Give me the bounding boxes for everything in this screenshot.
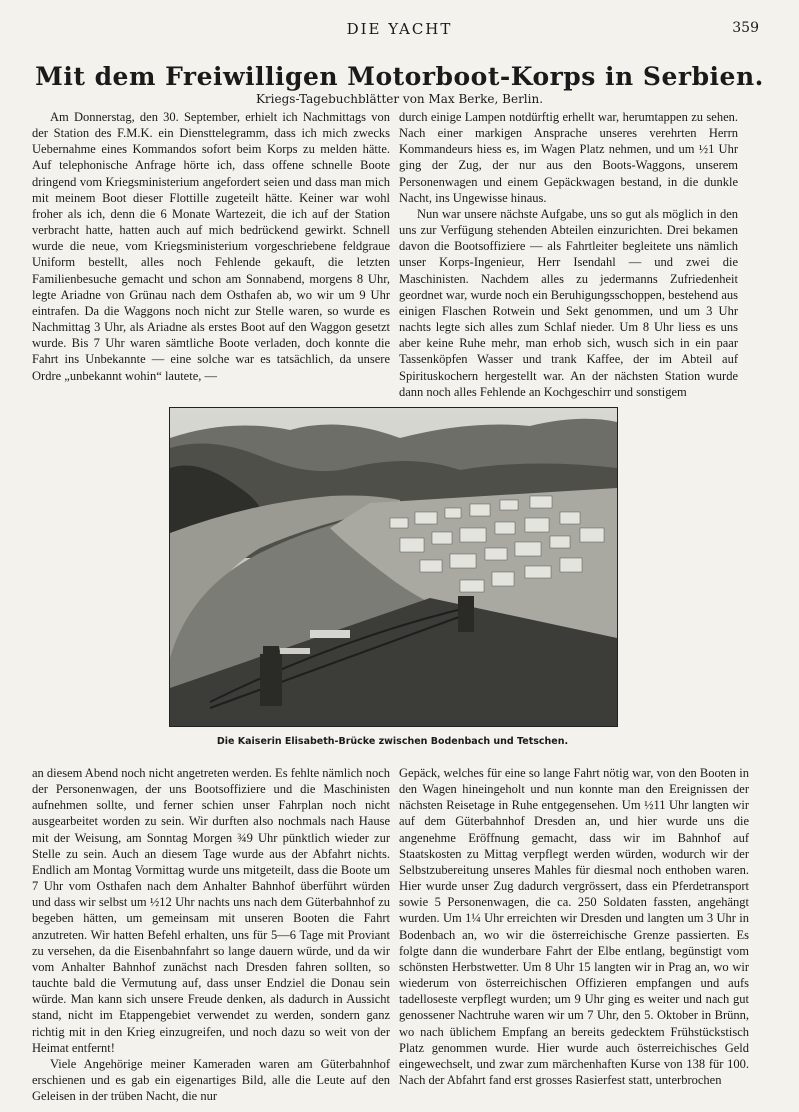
paragraph: Am Donnerstag, den 30. September, erhielt ich Nachmittags von der Station des F.M.K. ein Diensttelegramm, dass ich mich zwecks Uebernahme eines Kommandos sofort beim Korps zu melden hätte. Auf telephonische Anfrage hörte ich, dass offene schnelle Boote dringend vom Kriegsministerium angefordert seien und dass man mich mit meinem Boot dieser Flottille zugeteilt hätte. Keiner war wohl froher als ich, denn die 6 Monate Wartezeit, die ich auf der Station verbracht hatte, hatten auch auf mich bedrückend gewirkt. Schnell wurde die neue, vom Kriegsministerium vorgeschriebene feldgraue Uniform bestellt, alles noch Fehlende gekauft, die letzten Familienbesuche gemacht und schon am Sonnabend, morgens 8 Uhr, legte Ariadne von Grünau nach dem Osthafen ab, wo wir um 9 Uhr eintrafen. Da die Waggons noch nicht zur Stelle waren, so wurde es Nachmittag 3 Uhr, als Ariadne als erstes Boot auf den Waggon gesetzt wurde. Bis 7 Uhr waren sämtliche Boote verladen, doch konnte die Fahrt ins Unbekannte — eine solche war es tatsächlich, da unsere Ordre „unbekannt wohin“ lautete, —: [32, 110, 390, 383]
paragraph: Nun war unsere nächste Aufgabe, uns so gut als möglich in den uns zur Verfügung stehenden Abteilen einzurichten. Drei bekamen davon die Bootsoffiziere — als Fahrtleiter begleitete uns nämlich unser Korps-Ingenieur, Herr Isendahl — und zwei die Maschinisten. Nachdem alles zu jedermanns Zufriedenheit geordnet war, wurde noch ein Beruhigungsschoppen, bestehend aus einigen Flaschen Rotwein und Sekt genommen, und um 3 Uhr nachts legte sich alles zum Schlaf nieder. Um 8 Uhr liess es uns aber keine Ruhe mehr, man erhob sich, wusch sich in ein paar Tassenköpfen Wasser und trank Kaffee, der im Abteil auf Spirituskochern hergestellt war. An der nächsten Station wurde dann noch alles Fehlende an Kochgeschirr und sonstigem: [399, 206, 738, 399]
journal-title: DIE YACHT: [346, 20, 453, 38]
page-number: 359: [732, 20, 759, 36]
running-header: [0, 20, 799, 42]
article-byline: Kriegs-Tagebuchblätter von Max Berke, Berlin.: [255, 92, 544, 106]
text-column-4: [399, 765, 749, 1100]
paragraph: durch einige Lampen notdürftig erhellt war, herumtappen zu sehen. Nach einer markigen Ansprache unseres verehrten Herrn Kommandeurs hiess es, im Wagen Platz nehmen, und um ½1 Uhr ging der Zug, der nur aus den Boots-Waggons, unserem Personenwagen und einem Gepäckwagen bestand, in die dunkle Nacht, ins Ungewisse hinaus.: [399, 110, 738, 205]
text-column-3: [32, 765, 390, 1104]
photo-image: [170, 408, 617, 726]
paragraph: an diesem Abend noch nicht angetreten werden. Es fehlte nämlich noch der Personenwagen, der uns Bootsoffiziere und die Maschinisten aufnehmen sollte, und ferner schien unser Fahrplan noch nicht ausgearbeitet worden zu sein. Wir durften also nochmals nach Hause mit der Weisung, am Sonntag Morgen ¾9 Uhr pünktlich wieder zur Stelle zu sein. Auch an diesem Tage wurde aus der Abfahrt nichts. Endlich am Montag Vormittag wurde uns mitgeteilt, dass die Boote um 7 Uhr vom Osthafen nach dem Anhalter Bahnhof überführt würden und dass wir selbst um ½12 Uhr nachts uns nach dem Güterbahnhof zu begeben hätten, um gemeinsam mit unseren Booten die Fahrt anzutreten. Wir hatten Befehl erhalten, uns für 5—6 Tage mit Proviant zu versehen, da die Eisenbahnfahrt so lange dauern würde, und da wir vom Anhalter Bahnhof zunächst nach Dresden fahren sollten, so tauchte bald die Vermutung auf, dass unser Endziel die Donau sein würde. Man kann sich unsere Freude denken, als dadurch in Aussicht stand, nicht im Etappengebiet verwendet zu werden, sondern ganz richtig mit in den Krieg einzugreifen, und noch dazu so weit von der Heimat entfernt!: [32, 766, 390, 1055]
photo-caption: Die Kaiserin Elisabeth-Brücke zwischen Bodenbach und Tetschen.: [216, 736, 569, 747]
paragraph: Gepäck, welches für eine so lange Fahrt nötig war, von den Booten in den Wagen hineingeholt und nun konnte man den Ereignissen der nächsten Reisetage in Ruhe entgegensehen. Um ½11 Uhr langten wir auf dem Güterbahnhof Dresden an, und hier wurde uns die angenehme Eröffnung gemacht, dass wir im Bahnhof auf Staatskosten zu Mittag verpflegt werden würden, wodurch wir der Selbstzubereitung unseres Mahles für diesmal noch enthoben waren. Hier wurde unser Zug dadurch vergrössert, dass ein Pferdetransport sowie 5 Personenwagen, die ca. 250 Soldaten fassten, angehängt wurden. Um 1¼ Uhr erreichten wir Dresden und langten um 3 Uhr in Bodenbach an, wo wir die österreichische Grenze passierten. Es folgte dann die wunderbare Fahrt der Elbe entlang, begünstigt vom schönsten Herbstwetter. Um 8 Uhr 15 langten wir in Prag an, wo wir wiederum von österreichischen Offizieren empfangen und aufs tadelloseste verpflegt wurden; um 9 Uhr ging es weiter und nach gut genossener Nachtruhe waren wir um 7 Uhr, den 5. Oktober in Brünn, wo nach üblichem Empfang an bereits gedecktem Frühstückstisch Platz genommen wurde. Hier wurde auch österreichisches Geld eingewechselt, und zwar zum märchenhaften Kurse von 138 für 100. Nach der Abfahrt fand erst grosses Rasierfest statt, unterbrochen: [399, 766, 749, 1087]
paragraph: Viele Angehörige meiner Kameraden waren am Güterbahnhof erschienen und es gab ein eigenartiges Bild, alle die Leute auf den Geleisen in der trüben Nacht, die nur: [32, 1056, 390, 1104]
photo-bridge-illustration: [169, 407, 618, 727]
article-title: Mit dem Freiwilligen Motorboot-Korps in Serbien.: [35, 62, 764, 91]
text-column-2: [399, 109, 738, 399]
text-column-1: [32, 109, 390, 381]
